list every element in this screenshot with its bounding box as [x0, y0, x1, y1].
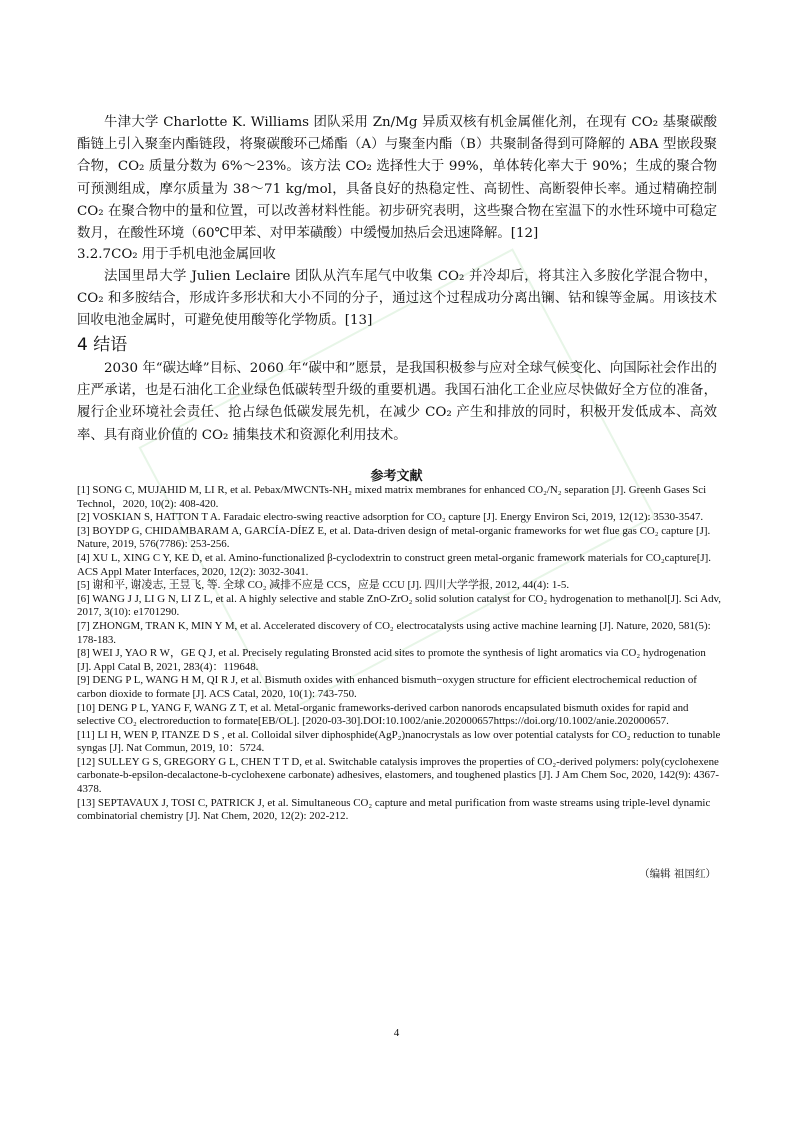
reference-item: [5] 谢和平, 谢凌志, 王昱飞, 等. 全球 CO₂ 减排不应是 CCS，应是 CCU [J]. 四川大学学报, 2012, 44(4): 1-5.: [77, 579, 570, 592]
reference-item: [3] BOYDP G, CHIDAMBARAM A, GARCÍA-DÍEZ E, et al. Data-driven design of metal-organic frameworks for wet flue gas CO₂ capture [J]. Nature, 2019, 576(7786): 253-256.: [77, 524, 711, 551]
reference-item: [10] DENG P L, YANG F, WANG Z T, et al. Metal-organic frameworks-derived carbon nanorods encapsulated bismuth oxides for rapid and selective CO₂ electroreduction to formate[EB/OL]. [2020-03-30].DOI:10.1002/anie.202000657https://doi.org/10.1002/anie.202000657.: [77, 701, 689, 728]
subsection-heading-3-2-7: 3.2.7CO₂ 用于手机电池金属回收: [77, 247, 276, 262]
references-list: [77, 484, 722, 824]
reference-item: [12] SULLEY G S, GREGORY G L, CHEN T T D, et al. Switchable catalysis improves the properties of CO₂-derived polymers: poly(cyclohexene carbonate-b-epsilon-decalactone-b-cyclohexene carbonate) adhesives, elastomers, and toughened plastics [J]. J Am Chem Soc, 2020, 142(9): 4367-4378.: [77, 755, 720, 796]
reference-item: [9] DENG P L, WANG H M, QI R J, et al. Bismuth oxides with enhanced bismuth−oxygen structure for efficient electrochemical reduction of carbon dioxide to formate [J]. ACS Catal, 2020, 10(1): 743-750.: [77, 674, 697, 700]
reference-item: [4] XU L, XING C Y, KE D, et al. Amino-functionalized β-cyclodextrin to construct green metal-organic framework materials for CO₂capture[J]. ACS Appl Mater Interfaces, 2020, 12(2): 3032-3041.: [77, 551, 711, 578]
reference-item: [7] ZHONGM, TRAN K, MIN Y M, et al. Accelerated discovery of CO₂ electrocatalysts using active machine learning [J]. Nature, 2020, 581(5): 178-183.: [77, 619, 711, 646]
reference-item: [8] WEI J, YAO R W，GE Q J, et al. Precisely regulating Bronsted acid sites to promote the synthesis of light aromatics via CO₂ hydrogenation [J]. Appl Catal B, 2021, 283(4)：119648.: [77, 647, 706, 673]
reference-item: [2] VOSKIAN S, HATTON T A. Faradaic electro-swing reactive adsorption for CO₂ capture [J]. Energy Environ Sci, 2019, 12(12): 3530-3547.: [77, 511, 704, 524]
reference-item: [6] WANG J J, LI G N, LI Z L, et al. A highly selective and stable ZnO-ZrO₂ solid solution catalyst for CO₂ hydrogenation to methanol[J]. Sci Adv, 2017, 3(10): e1701290.: [77, 592, 721, 619]
paragraph-williams: 牛津大学 Charlotte K. Williams 团队采用 Zn/Mg 异质双核有机金属催化剂，在现有 CO₂ 基聚碳酸酯链上引入聚奎内酯链段，将聚碳酸环己烯酯（A）与聚奎内酯（B）共聚制备得到可降解的 ABA 型嵌段聚合物，CO₂ 质量分数为 6%～23%。该方法 CO₂ 选择性大于 99%，单体转化率大于 90%；生成的聚合物可预测组成，摩尔质量为 38～71 kg/mol，具备良好的热稳定性、高韧性、高断裂伸长率。通过精确控制 CO₂ 在聚合物中的量和位置，可以改善材料性能。初步研究表明，这些聚合物在室温下的水性环境中可稳定数月，在酸性环境（60℃甲苯、对甲苯磺酸）中缓慢加热后会迅速降解。[12]: [77, 115, 717, 242]
reference-item: [13] SEPTAVAUX J, TOSI C, PATRICK J, et al. Simultaneous CO₂ capture and metal purification from waste streams using triple-level dynamic combinatorial chemistry [J]. Nat Chem, 2020, 12(2): 202-212.: [77, 796, 711, 823]
page-number: 4: [393, 1027, 400, 1039]
paragraph-leclaire: 法国里昂大学 Julien Leclaire 团队从汽车尾气中收集 CO₂ 并冷却后，将其注入多胺化学混合物中，CO₂ 和多胺结合，形成许多形状和大小不同的分子，通过这个过程成功分离出镧、钴和镍等金属。用该技术回收电池金属时，可避免使用酸等化学物质。[13]: [77, 269, 717, 329]
paragraph-conclusion: 2030 年“碳达峰”目标、2060 年“碳中和”愿景，是我国积极参与应对全球气候变化、向国际社会作出的庄严承诺，也是石油化工企业绿色低碳转型升级的重要机遇。我国石油化工企业应尽快做好全方位的准备，履行企业环境社会责任、抢占绿色低碳发展先机，在减少 CO₂ 产生和排放的同时，积极开发低成本、高效率、具有商业价值的 CO₂ 捕集技术和资源化利用技术。: [77, 361, 717, 443]
section-heading-conclusion: 4 结语: [77, 335, 128, 355]
editor-credit: （编辑 祖国红）: [639, 868, 716, 880]
references-title: 参考文献: [370, 469, 423, 484]
reference-item: [11] LI H, WEN P, ITANZE D S , et al. Colloidal silver diphosphide(AgP₂)nanocrystals as low over potential catalysts for CO₂ reduction to tunable syngas [J]. Nat Commun, 2019, 10：5724.: [77, 728, 721, 755]
reference-item: [1] SONG C, MUJAHID M, LI R, et al. Pebax/MWCNTs-NH₂ mixed matrix membranes for enhanced CO₂/N₂ separation [J]. Greenh Gases Sci Technol，2020, 10(2): 408-420.: [77, 484, 707, 510]
